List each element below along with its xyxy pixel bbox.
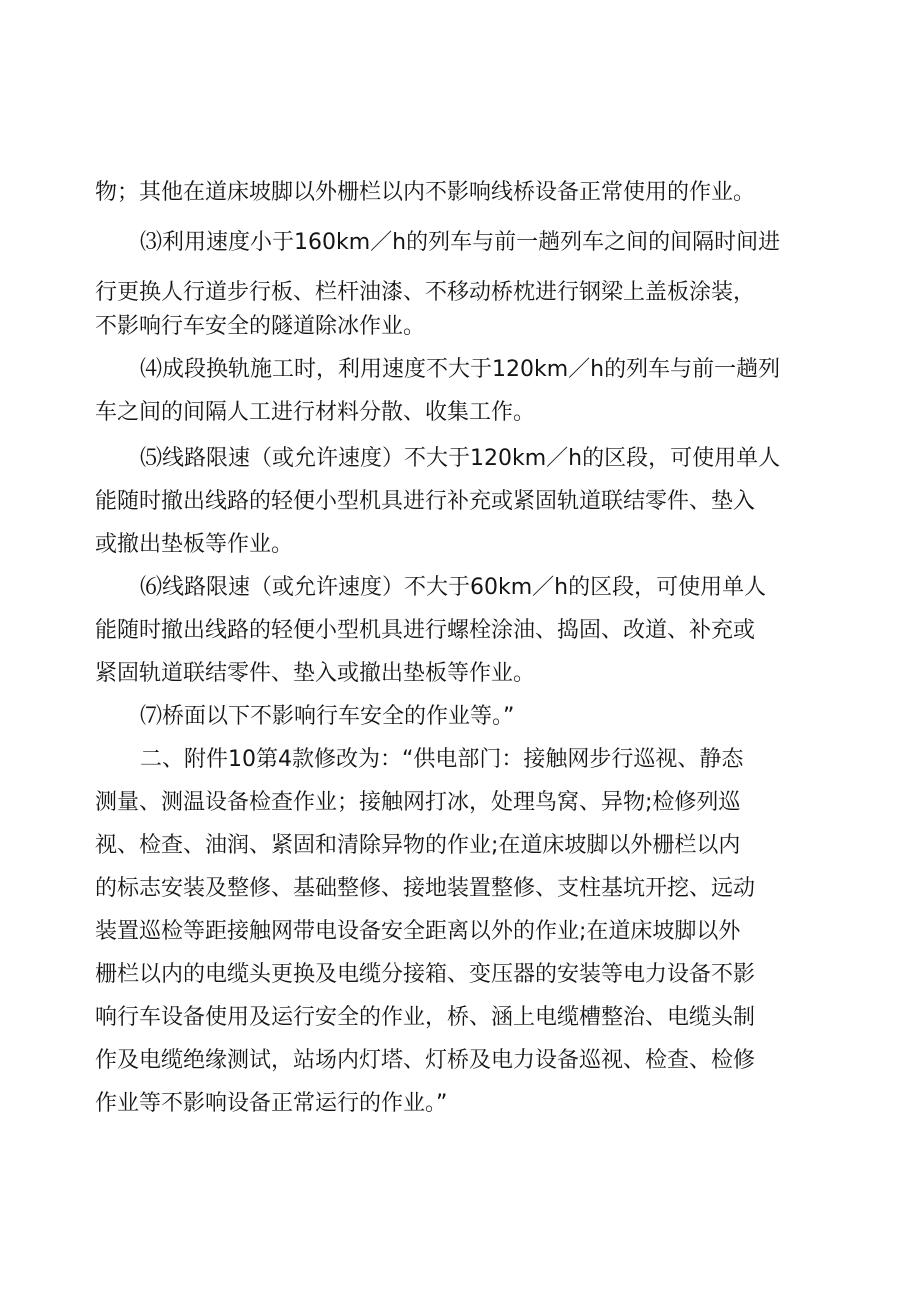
text-line: 或撤出垫板等作业。 (95, 532, 294, 557)
text-line: 装置巡检等距接触网带电设备安全距离以外的作业;在道床坡脚以外 (95, 919, 741, 944)
text-line: 栅栏以内的电缆头更换及电缆分接箱、变压器的安装等电力设备不影 (95, 962, 756, 987)
text-line: 的标志安装及整修、基础整修、接地装置整修、支柱基坑开挖、远动 (95, 876, 756, 901)
text-line: 不影响行车安全的隧道除冰作业。 (95, 314, 426, 339)
text-line: ⑺桥面以下不影响行车安全的作业等。” (140, 704, 515, 729)
text-line: 车之间的间隔人工进行材料分散、收集工作。 (95, 400, 536, 425)
text-line: 二、附件10第4款修改为：“供电部门：接触网步行巡视、静态 (140, 747, 744, 772)
text-line: ⑷成段换轨施工时，利用速度不大于120km／h的列车与前一趟列 (140, 357, 781, 382)
text-line: ⑸线路限速（或允许速度）不大于120km／h的区段，可使用单人 (140, 446, 781, 471)
text-line: ⑹线路限速（或允许速度）不大于60km／h的区段，可使用单人 (140, 575, 767, 600)
text-line: 作及电缆绝缘测试，站场内灯塔、灯桥及电力设备巡视、检查、检修 (95, 1048, 756, 1073)
text-line: 作业等不影响设备正常运行的作业。” (95, 1091, 448, 1116)
text-line: 响行车设备使用及运行安全的作业，桥、涵上电缆槽整治、电缆头制 (95, 1005, 756, 1030)
text-line: 视、检查、油润、紧固和清除异物的作业;在道床坡脚以外栅栏以内 (95, 833, 741, 858)
text-line: 能随时撤出线路的轻便小型机具进行螺栓涂油、捣固、改道、补充或 (95, 618, 756, 643)
text-line: 行更换人行道步行板、栏杆油漆、不移动桥枕进行钢梁上盖板涂装， (95, 280, 756, 305)
text-line: 物；其他在道床坡脚以外栅栏以内不影响线桥设备正常使用的作业。 (95, 180, 756, 205)
text-line: 测量、测温设备检查作业；接触网打冰，处理鸟窝、异物;检修列巡 (95, 790, 741, 815)
text-line: 能随时撤出线路的轻便小型机具进行补充或紧固轨道联结零件、垫入 (95, 489, 756, 514)
text-line: 紧固轨道联结零件、垫入或撤出垫板等作业。 (95, 661, 536, 686)
text-line: ⑶利用速度小于160km／h的列车与前一趟列车之间的间隔时间进 (140, 230, 781, 255)
